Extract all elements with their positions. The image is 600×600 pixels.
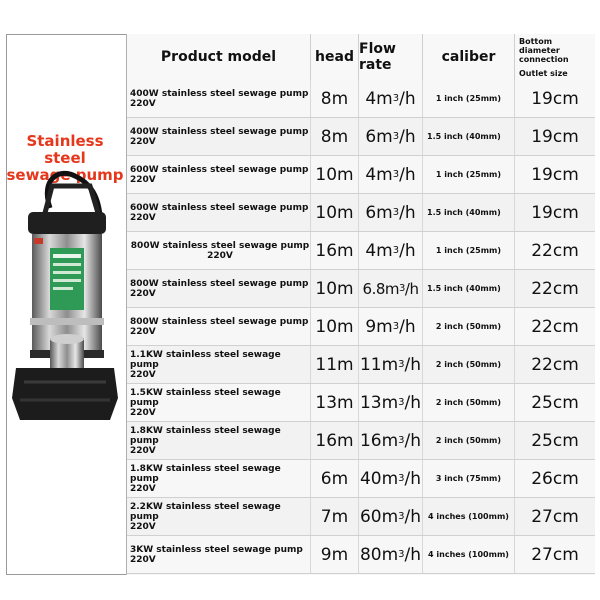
cell-outlet: 22cm xyxy=(531,316,579,337)
cell-outlet: 22cm xyxy=(531,240,579,261)
cell-head: 13m xyxy=(311,384,359,421)
cell-flow: 9m 3 /h xyxy=(359,308,423,345)
cell-head: 6m xyxy=(311,460,359,497)
cell-model: 600W stainless steel sewage pump 220V xyxy=(127,194,311,231)
cell-caliber: 2 inch (50mm) xyxy=(423,308,515,345)
cell-caliber: 4 inches (100mm) xyxy=(423,498,515,535)
cell-caliber: 1 inch (25mm) xyxy=(423,232,515,269)
cell-head: 7m xyxy=(311,498,359,535)
cell-caliber: 1.5 inch (40mm) xyxy=(423,270,515,307)
product-title-line1: Stainless steel xyxy=(26,132,104,167)
cell-flow: 60m 3 /h xyxy=(359,498,423,535)
cell-model: 800W stainless steel sewage pump 220V xyxy=(127,232,311,269)
cell-outlet: 26cm xyxy=(531,468,579,489)
cell-outlet: 25cm xyxy=(531,430,579,451)
cell-flow: 4m 3 /h xyxy=(359,156,423,193)
cell-head: 10m xyxy=(311,194,359,231)
table-row xyxy=(127,536,595,574)
cell-model: 1.8KW stainless steel sewage pump 220V xyxy=(127,460,311,497)
table-row xyxy=(127,232,595,270)
cell-model: 800W stainless steel sewage pump 220V xyxy=(127,308,311,345)
cell-caliber: 1.5 inch (40mm) xyxy=(423,118,515,155)
cell-head: 8m xyxy=(311,118,359,155)
cell-caliber: 1 inch (25mm) xyxy=(423,156,515,193)
table-row xyxy=(127,422,595,460)
cell-head: 16m xyxy=(311,232,359,269)
header-outlet-line1: Bottom diameter xyxy=(519,36,560,55)
cell-model: 400W stainless steel sewage pump 220V xyxy=(127,118,311,155)
header-outlet-size xyxy=(515,34,595,80)
cell-caliber: 2 inch (50mm) xyxy=(423,346,515,383)
cell-flow: 80m 3 /h xyxy=(359,536,423,573)
cell-flow: 4m 3 /h xyxy=(359,80,423,117)
cell-caliber: 3 inch (75mm) xyxy=(423,460,515,497)
spec-table xyxy=(126,34,595,575)
cell-model: 400W stainless steel sewage pump 220V xyxy=(127,80,311,117)
product-title-line2: sewage pump xyxy=(6,166,124,184)
cell-caliber: 2 inch (50mm) xyxy=(423,384,515,421)
cell-flow: 6.8m 3 /h xyxy=(359,270,423,307)
cell-flow: 6m 3 /h xyxy=(359,194,423,231)
cell-model: 600W stainless steel sewage pump 220V xyxy=(127,156,311,193)
header-flow-rate: Flow rate xyxy=(359,34,423,80)
header-caliber: caliber xyxy=(423,34,515,80)
cell-outlet: 19cm xyxy=(531,164,579,185)
cell-flow: 6m 3 /h xyxy=(359,118,423,155)
cell-outlet: 22cm xyxy=(531,278,579,299)
table-body xyxy=(127,80,595,574)
cell-outlet: 19cm xyxy=(531,126,579,147)
table-row xyxy=(127,194,595,232)
pump-image xyxy=(10,168,120,428)
table-row xyxy=(127,460,595,498)
table-row xyxy=(127,156,595,194)
cell-model: 2.2KW stainless steel sewage pump 220V xyxy=(127,498,311,535)
cell-outlet: 22cm xyxy=(531,354,579,375)
header-outlet-line3: Outlet size xyxy=(519,68,568,78)
cell-outlet: 27cm xyxy=(531,506,579,527)
cell-model: 800W stainless steel sewage pump 220V xyxy=(127,270,311,307)
table-row xyxy=(127,308,595,346)
cell-model: 1.8KW stainless steel sewage pump 220V xyxy=(127,422,311,459)
cell-outlet: 19cm xyxy=(531,88,579,109)
cell-model: 1.5KW stainless steel sewage pump 220V xyxy=(127,384,311,421)
cell-head: 11m xyxy=(311,346,359,383)
cell-flow: 13m 3 /h xyxy=(359,384,423,421)
table-row xyxy=(127,498,595,536)
cell-flow: 4m 3 /h xyxy=(359,232,423,269)
cell-outlet: 27cm xyxy=(531,544,579,565)
cell-flow: 40m 3 /h xyxy=(359,460,423,497)
table-row xyxy=(127,346,595,384)
cell-caliber: 4 inches (100mm) xyxy=(423,536,515,573)
cell-head: 10m xyxy=(311,308,359,345)
cell-flow: 11m 3 /h xyxy=(359,346,423,383)
cell-head: 10m xyxy=(311,270,359,307)
cell-model: 1.1KW stainless steel sewage pump 220V xyxy=(127,346,311,383)
cell-head: 9m xyxy=(311,536,359,573)
table-header xyxy=(127,34,595,81)
cell-head: 16m xyxy=(311,422,359,459)
cell-caliber: 1 inch (25mm) xyxy=(423,80,515,117)
table-row xyxy=(127,384,595,422)
cell-outlet: 25cm xyxy=(531,392,579,413)
cell-model: 3KW stainless steel sewage pump 220V xyxy=(127,536,311,573)
cell-flow: 16m 3 /h xyxy=(359,422,423,459)
cell-caliber: 1.5 inch (40mm) xyxy=(423,194,515,231)
table-row xyxy=(127,118,595,156)
cell-caliber: 2 inch (50mm) xyxy=(423,422,515,459)
table-row xyxy=(127,80,595,118)
header-head: head xyxy=(311,34,359,80)
header-product-model: Product model xyxy=(127,34,311,80)
cell-outlet: 19cm xyxy=(531,202,579,223)
header-outlet-line2: connection xyxy=(519,54,569,64)
table-row xyxy=(127,270,595,308)
cell-head: 8m xyxy=(311,80,359,117)
cell-head: 10m xyxy=(311,156,359,193)
